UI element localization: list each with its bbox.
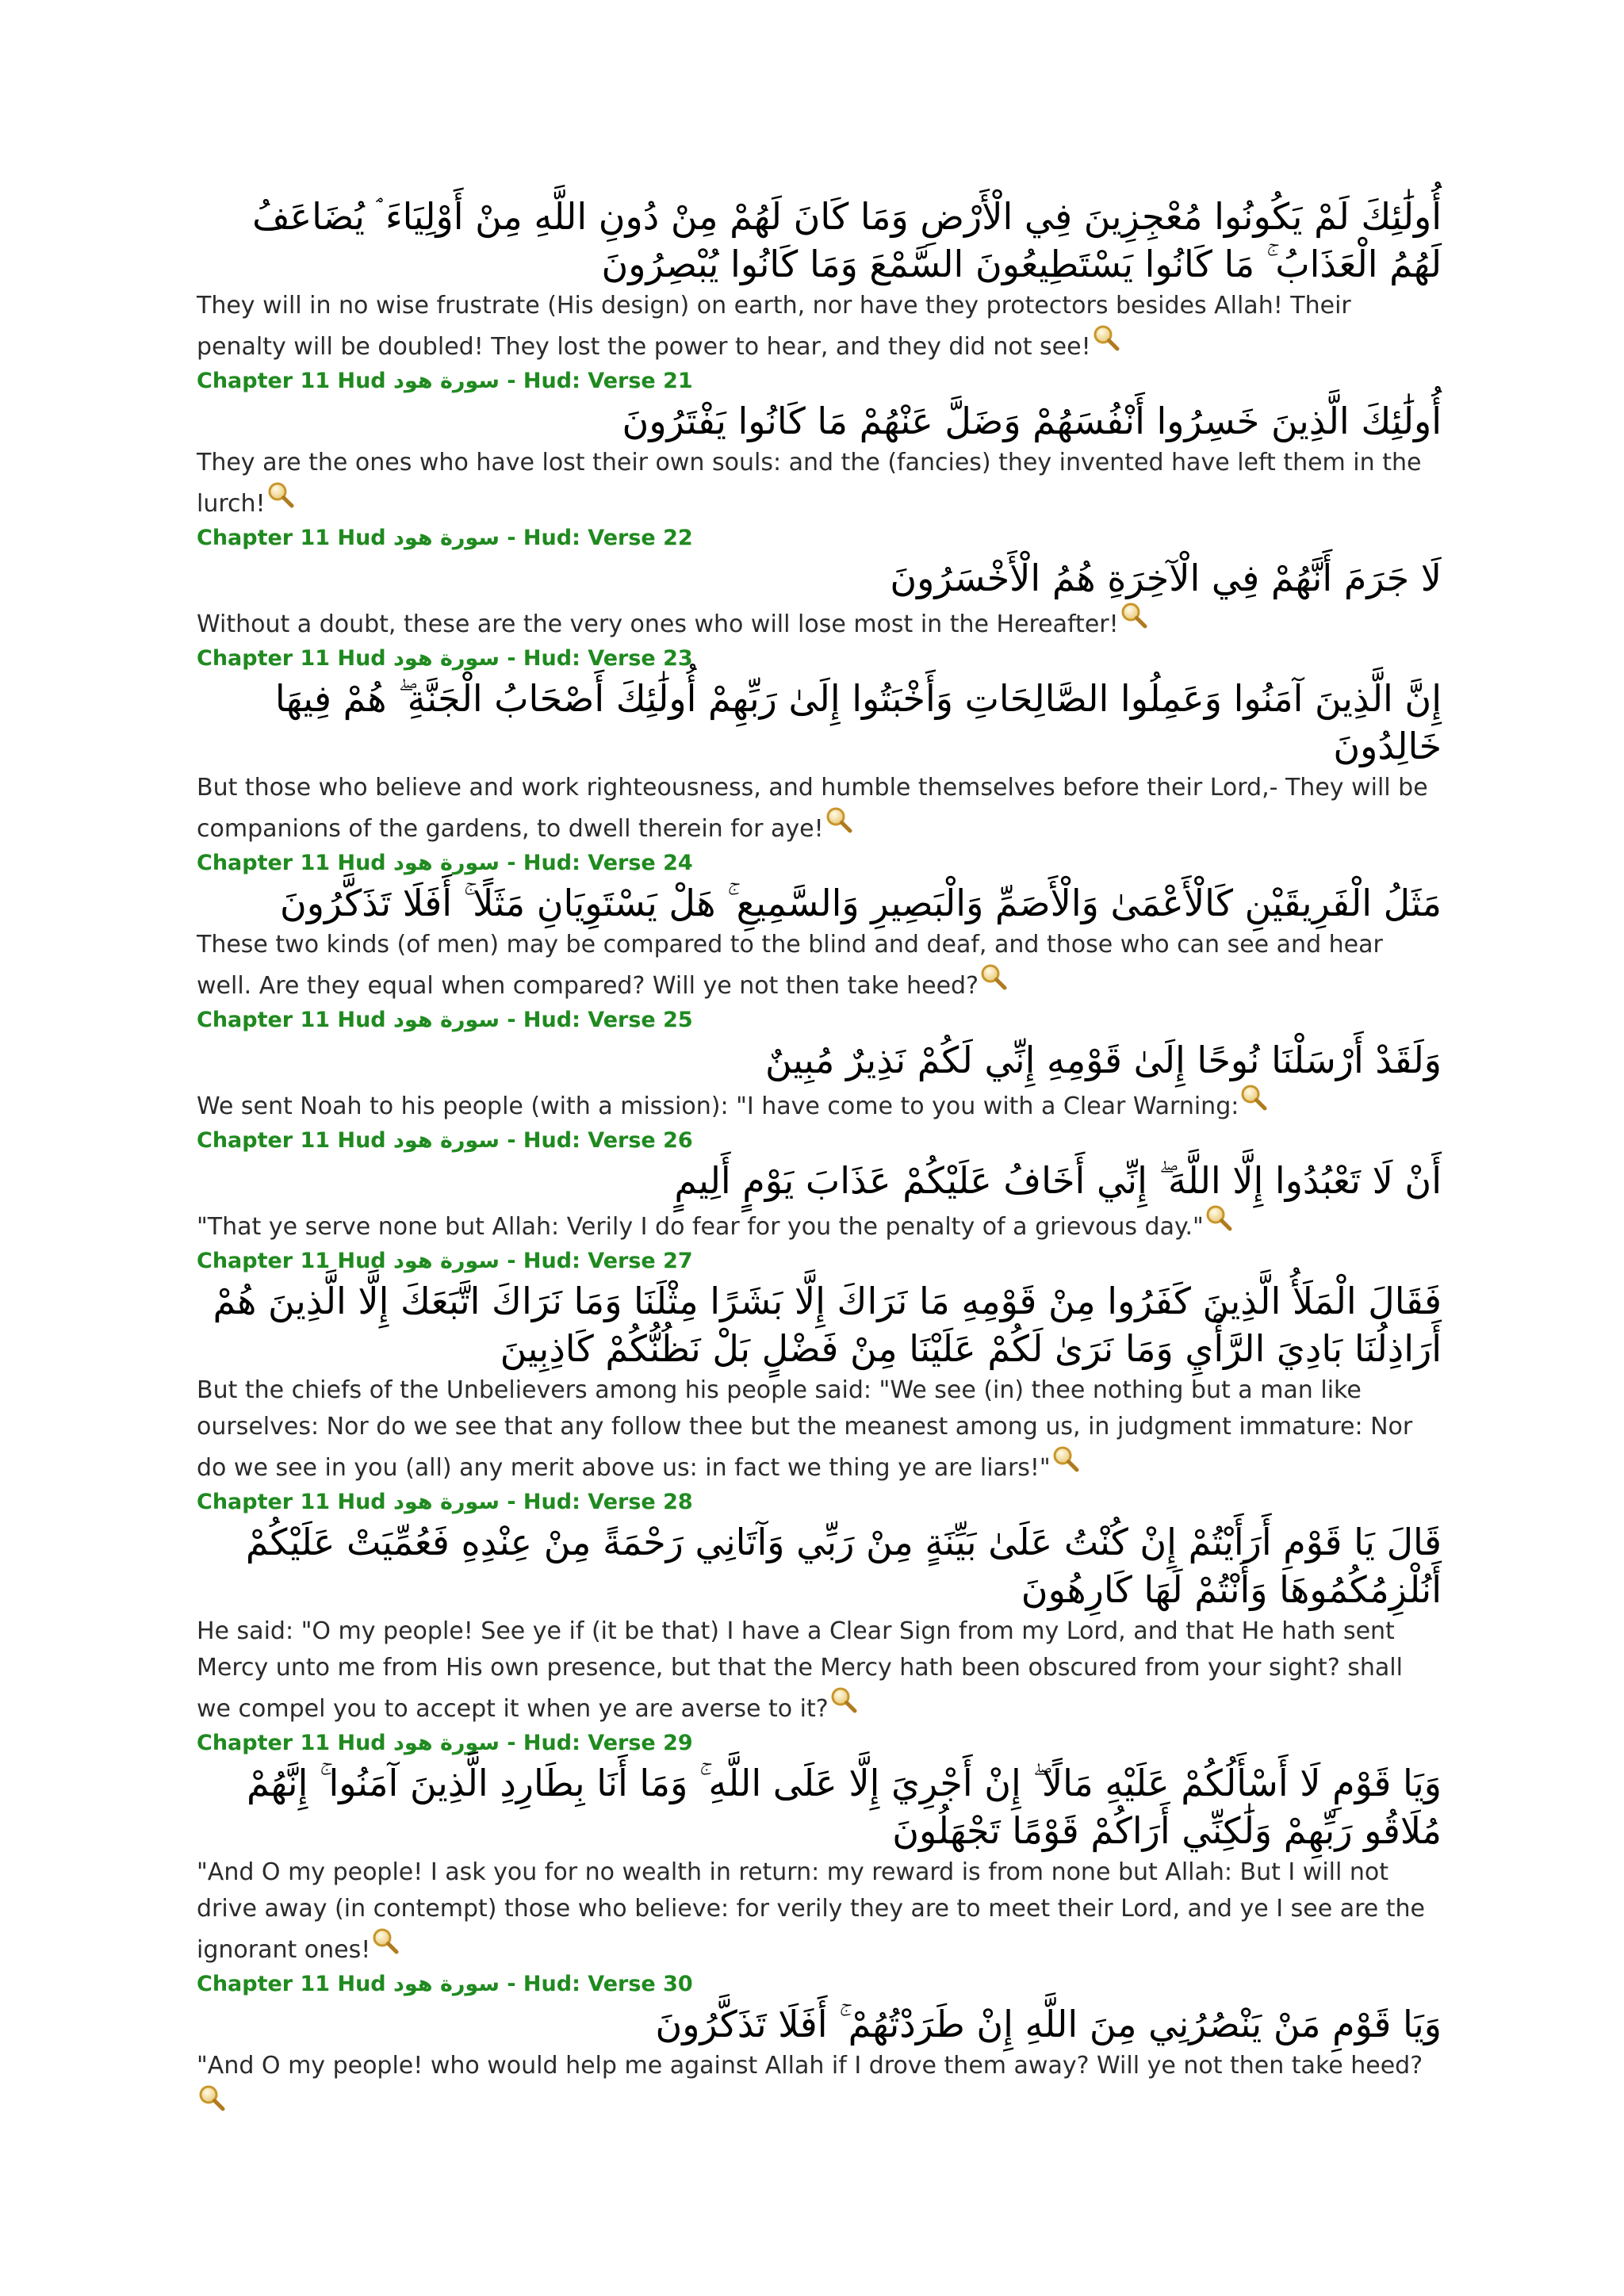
translation-text: He said: "O my people! See ye if (it be that) I have a Clear Sign from my Lord, and that He hath sent Mercy unto me from His own presence, but that the Mercy hath been obscured from your sight? shall we compel you to accept it when ye are averse to it? xyxy=(197,1617,1403,1723)
translation-text: We sent Noah to his people (with a mission): "I have come to you with a Clear Warning: xyxy=(197,1093,1239,1120)
verse-arabic: لَا جَرَمَ أَنَّهُمْ فِي الْآخِرَةِ هُمُ الْأَخْسَرُونَ xyxy=(890,557,1442,599)
chapter-label: Chapter 11 Hud xyxy=(197,1972,386,1996)
translation-text: But the chiefs of the Unbelievers among his people said: "We see (in) thee nothing but a man like ourselves: Nor do we see that any follow thee but the meanest among us, in judgment immature: Nor do we see in you (all) any merit above us: in fact we thing ye are liars!" xyxy=(197,1376,1413,1482)
verse-block-20 xyxy=(197,193,1442,365)
chapter-label: Chapter 11 Hud xyxy=(197,369,386,393)
chapter-label: Chapter 11 Hud xyxy=(197,1249,386,1273)
verse-translation xyxy=(197,288,1442,365)
verse-arabic: وَلَقَدْ أَرْسَلْنَا نُوحًا إِلَىٰ قَوْمِهِ إِنِّي لَكُمْ نَذِيرٌ مُبِينٌ xyxy=(765,1039,1442,1081)
chapter-label: Chapter 11 Hud xyxy=(197,526,386,550)
magnifier-icon[interactable] xyxy=(1120,602,1147,629)
sura-name-arabic: سورة هود xyxy=(393,1249,500,1273)
translation-text: These two kinds (of men) may be compared to the blind and deaf, and those who can see and hear well. Are they equal when compared? Will ye not then take heed? xyxy=(197,931,1383,1000)
sura-name-arabic: سورة هود xyxy=(393,646,500,671)
verse-header xyxy=(197,365,1442,397)
verse-header xyxy=(197,1969,1442,2000)
translation-text: "And O my people! who would help me against Allah if I drove them away? Will ye not then take heed? xyxy=(197,2052,1423,2080)
verse-header xyxy=(197,643,1442,675)
verse-translation xyxy=(197,1084,1442,1125)
chapter-label: Chapter 11 Hud xyxy=(197,646,386,671)
translation-text: They will in no wise frustrate (His design) on earth, nor have they protectors besides Allah! Their penalty will be doubled! They lost the power to hear, and they did not see! xyxy=(197,292,1351,361)
verse-label: - Hud: Verse 24 xyxy=(507,851,693,875)
verse-arabic: أُولَٰئِكَ الَّذِينَ خَسِرُوا أَنْفُسَهُمْ وَضَلَّ عَنْهُمْ مَا كَانُوا يَفْتَرُونَ xyxy=(622,400,1442,442)
verse-translation xyxy=(197,2048,1442,2126)
chapter-label: Chapter 11 Hud xyxy=(197,1128,386,1153)
verse-translation xyxy=(197,927,1442,1004)
verse-arabic: أُولَٰئِكَ لَمْ يَكُونُوا مُعْجِزِينَ فِي الْأَرْضِ وَمَا كَانَ لَهُمْ مِنْ دُونِ اللَّهِ مِنْ أَوْلِيَاءَ ۘ يُضَاعَفُ لَهُمُ الْعَذَابُ ۚ مَا كَانُوا يَسْتَطِيعُونَ السَّمْعَ وَمَا كَانُوا يُبْصِرُونَ xyxy=(252,195,1442,285)
verse-label: - Hud: Verse 25 xyxy=(507,1008,693,1032)
verse-block-21 xyxy=(197,365,1442,522)
sura-name-arabic: سورة هود xyxy=(393,369,500,393)
verse-block-24 xyxy=(197,848,1442,1004)
verse-label: - Hud: Verse 30 xyxy=(507,1972,693,1996)
verse-block-30 xyxy=(197,1969,1442,2126)
verse-label: - Hud: Verse 22 xyxy=(507,526,693,550)
verse-arabic: أَنْ لَا تَعْبُدُوا إِلَّا اللَّهَ ۖ إِنِّي أَخَافُ عَلَيْكُمْ عَذَابَ يَوْمٍ أَلِيمٍ xyxy=(674,1159,1442,1202)
verse-header xyxy=(197,522,1442,554)
verse-label: - Hud: Verse 26 xyxy=(507,1128,693,1153)
translation-text: "That ye serve none but Allah: Verily I do fear for you the penalty of a grievous day." xyxy=(197,1213,1204,1241)
verse-block-28 xyxy=(197,1487,1442,1728)
verse-label: - Hud: Verse 27 xyxy=(507,1249,693,1273)
sura-name-arabic: سورة هود xyxy=(393,1490,500,1514)
verse-arabic: مَثَلُ الْفَرِيقَيْنِ كَالْأَعْمَىٰ وَالْأَصَمِّ وَالْبَصِيرِ وَالسَّمِيعِ ۚ هَلْ يَسْتَوِيَانِ مَثَلًا ۚ أَفَلَا تَذَكَّرُونَ xyxy=(279,882,1442,924)
magnifier-icon[interactable] xyxy=(1052,1445,1079,1472)
verse-block-27 xyxy=(197,1246,1442,1487)
chapter-label: Chapter 11 Hud xyxy=(197,1731,386,1755)
magnifier-icon[interactable] xyxy=(1205,1204,1232,1231)
magnifier-icon[interactable] xyxy=(1240,1084,1267,1111)
magnifier-icon[interactable] xyxy=(198,2084,225,2111)
translation-text: But those who believe and work righteousness, and humble themselves before their Lord,- They will be companions of the gardens, to dwell therein for aye! xyxy=(197,774,1428,843)
verse-translation xyxy=(197,1372,1442,1487)
verse-header xyxy=(197,1004,1442,1036)
chapter-label: Chapter 11 Hud xyxy=(197,1490,386,1514)
translation-text: Without a doubt, these are the very ones who will lose most in the Hereafter! xyxy=(197,610,1119,638)
verse-header xyxy=(197,1125,1442,1157)
sura-name-arabic: سورة هود xyxy=(393,1008,500,1032)
verse-translation xyxy=(197,1613,1442,1728)
verse-translation xyxy=(197,1204,1442,1246)
sura-name-arabic: سورة هود xyxy=(393,1128,500,1153)
verse-list xyxy=(197,193,1442,2126)
sura-name-arabic: سورة هود xyxy=(393,526,500,550)
translation-text: They are the ones who have lost their own souls: and the (fancies) they invented have left them in the lurch! xyxy=(197,449,1422,518)
magnifier-icon[interactable] xyxy=(267,481,294,508)
verse-translation xyxy=(197,445,1442,522)
verse-label: - Hud: Verse 28 xyxy=(507,1490,693,1514)
translation-text: "And O my people! I ask you for no wealth in return: my reward is from none but Allah: But I will not drive away (in contempt) those who believe: for verily they are to meet their Lord, and ye I see are the ignorant ones! xyxy=(197,1858,1425,1964)
verse-arabic: وَيَا قَوْمِ لَا أَسْأَلُكُمْ عَلَيْهِ مَالًا ۖ إِنْ أَجْرِيَ إِلَّا عَلَى اللَّهِ ۚ وَمَا أَنَا بِطَارِدِ الَّذِينَ آمَنُوا ۚ إِنَّهُمْ مُلَاقُو رَبِّهِمْ وَلَٰكِنِّي أَرَاكُمْ قَوْمًا تَجْهَلُونَ xyxy=(246,1762,1442,1852)
verse-arabic: فَقَالَ الْمَلَأُ الَّذِينَ كَفَرُوا مِنْ قَوْمِهِ مَا نَرَاكَ إِلَّا بَشَرًا مِثْلَنَا وَمَا نَرَاكَ اتَّبَعَكَ إِلَّا الَّذِينَ هُمْ أَرَاذِلُنَا بَادِيَ الرَّأْيِ وَمَا نَرَىٰ لَكُمْ عَلَيْنَا مِنْ فَضْلٍ بَلْ نَظُنُّكُمْ كَاذِبِينَ xyxy=(213,1280,1442,1370)
verse-arabic: قَالَ يَا قَوْمِ أَرَأَيْتُمْ إِنْ كُنْتُ عَلَىٰ بَيِّنَةٍ مِنْ رَبِّي وَآتَانِي رَحْمَةً مِنْ عِنْدِهِ فَعُمِّيَتْ عَلَيْكُمْ أَنُلْزِمُكُمُوهَا وَأَنْتُمْ لَهَا كَارِهُونَ xyxy=(245,1521,1442,1611)
verse-block-23 xyxy=(197,643,1442,848)
magnifier-icon[interactable] xyxy=(1093,324,1120,351)
verse-label: - Hud: Verse 29 xyxy=(507,1731,693,1755)
verse-block-25 xyxy=(197,1004,1442,1125)
verse-translation xyxy=(197,1854,1442,1969)
verse-header xyxy=(197,848,1442,879)
magnifier-icon[interactable] xyxy=(825,806,852,833)
verse-header xyxy=(197,1246,1442,1277)
verse-block-26 xyxy=(197,1125,1442,1246)
verse-header xyxy=(197,1728,1442,1759)
magnifier-icon[interactable] xyxy=(830,1686,857,1713)
verse-label: - Hud: Verse 23 xyxy=(507,646,693,671)
sura-name-arabic: سورة هود xyxy=(393,1972,500,1996)
verse-translation xyxy=(197,602,1442,643)
verse-block-22 xyxy=(197,522,1442,643)
chapter-label: Chapter 11 Hud xyxy=(197,1008,386,1032)
verse-arabic: إِنَّ الَّذِينَ آمَنُوا وَعَمِلُوا الصَّالِحَاتِ وَأَخْبَتُوا إِلَىٰ رَبِّهِمْ أُولَٰئِكَ أَصْحَابُ الْجَنَّةِ ۖ هُمْ فِيهَا خَالِدُونَ xyxy=(274,677,1442,767)
sura-name-arabic: سورة هود xyxy=(393,1731,500,1755)
verse-header xyxy=(197,1487,1442,1518)
magnifier-icon[interactable] xyxy=(372,1927,399,1954)
verse-arabic: وَيَا قَوْمِ مَنْ يَنْصُرُنِي مِنَ اللَّهِ إِنْ طَرَدْتُهُمْ ۚ أَفَلَا تَذَكَّرُونَ xyxy=(655,2003,1442,2045)
magnifier-icon[interactable] xyxy=(980,963,1007,990)
verse-translation xyxy=(197,770,1442,848)
verse-label: - Hud: Verse 21 xyxy=(507,369,693,393)
sura-name-arabic: سورة هود xyxy=(393,851,500,875)
verse-block-29 xyxy=(197,1728,1442,1969)
chapter-label: Chapter 11 Hud xyxy=(197,851,386,875)
